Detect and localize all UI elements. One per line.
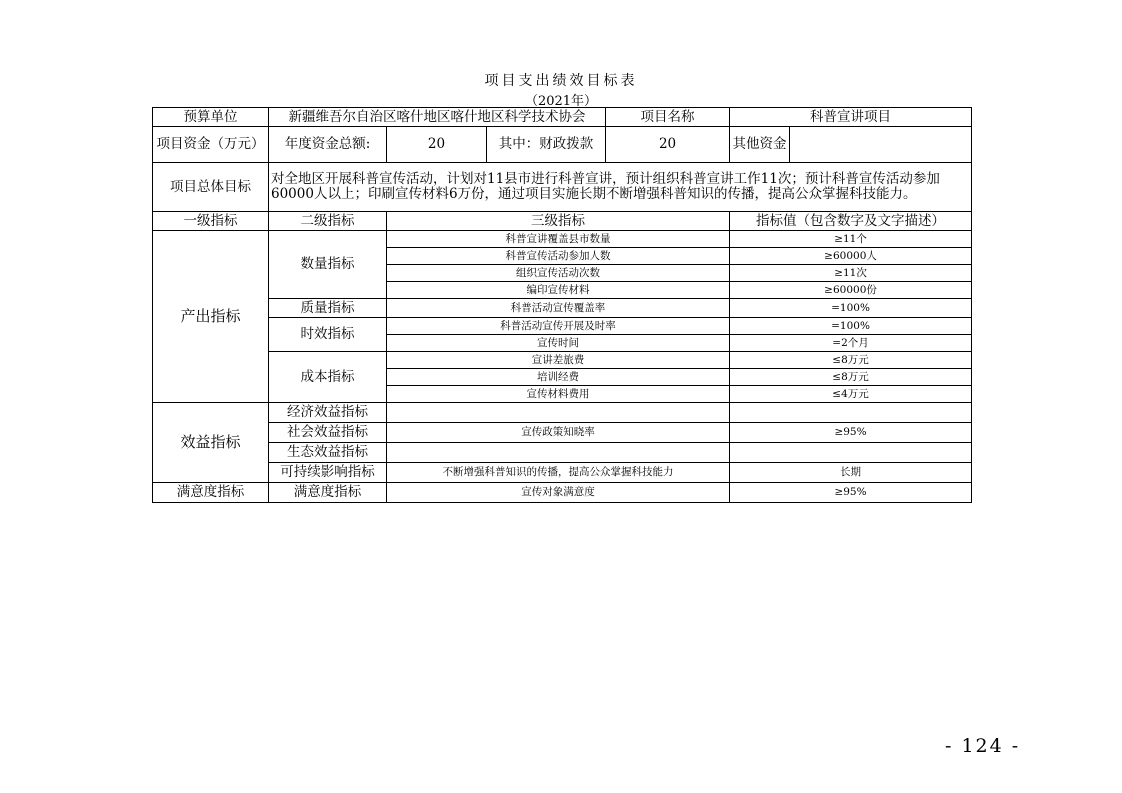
performance-goal-table [152, 107, 972, 503]
project-funds-label: 项目资金（万元） [153, 127, 269, 163]
indicator-value: ≥60000人 [730, 248, 972, 265]
satisfaction-level2-label: 满意度指标 [269, 483, 387, 503]
funds-row [153, 127, 972, 163]
annual-total-value: 20 [387, 127, 487, 163]
indicator-name [387, 443, 730, 463]
indicator-value: 长期 [730, 463, 972, 483]
indicator-value: ≤4万元 [730, 386, 972, 403]
indicator-name: 不断增强科普知识的传播，提高公众掌握科技能力 [387, 463, 730, 483]
indicator-value: ≥95% [730, 483, 972, 503]
indicator-name: 组织宣传活动次数 [387, 265, 730, 282]
quality-indicator-label: 质量指标 [269, 299, 387, 318]
fiscal-funds-value: 20 [606, 127, 730, 163]
indicator-name: 培训经费 [387, 369, 730, 386]
economic-benefit-label: 经济效益指标 [269, 403, 387, 423]
indicator-value: ≥95% [730, 423, 972, 443]
indicator-value [730, 403, 972, 423]
satisfaction-indicator-label: 满意度指标 [153, 483, 269, 503]
table-row [153, 318, 972, 335]
indicator-value: =100% [730, 318, 972, 335]
indicator-value: =2个月 [730, 335, 972, 352]
table-row [153, 423, 972, 443]
indicator-name: 编印宣传材料 [387, 282, 730, 299]
other-funds-label: 其他资金 [730, 127, 790, 163]
fiscal-funds-label: 其中：财政拨款 [487, 127, 606, 163]
budget-unit-value: 新疆维吾尔自治区喀什地区喀什地区科学技术协会 [269, 108, 606, 127]
budget-unit-row [153, 108, 972, 127]
table-row [153, 403, 972, 423]
other-funds-value [790, 127, 972, 163]
budget-unit-label: 预算单位 [153, 108, 269, 127]
column-header-value: 指标值（包含数字及文字描述） [730, 212, 972, 231]
column-header-row [153, 212, 972, 231]
table-row [153, 299, 972, 318]
overall-goal-label: 项目总体目标 [153, 163, 269, 212]
timeliness-indicator-label: 时效指标 [269, 318, 387, 352]
cost-indicator-label: 成本指标 [269, 352, 387, 403]
table-row [153, 231, 972, 248]
sustainable-impact-label: 可持续影响指标 [269, 463, 387, 483]
table-row [153, 463, 972, 483]
benefit-indicator-label: 效益指标 [153, 403, 269, 483]
indicator-name: 科普宣讲覆盖县市数量 [387, 231, 730, 248]
page-number: - 124 - [945, 735, 1021, 757]
indicator-name: 宣传材料费用 [387, 386, 730, 403]
social-benefit-label: 社会效益指标 [269, 423, 387, 443]
project-name-value: 科普宣讲项目 [730, 108, 972, 127]
column-header-level3: 三级指标 [387, 212, 730, 231]
quantity-indicator-label: 数量指标 [269, 231, 387, 299]
indicator-value [730, 443, 972, 463]
indicator-value: ≤8万元 [730, 352, 972, 369]
indicator-name: 科普活动宣传覆盖率 [387, 299, 730, 318]
overall-goal-text: 对全地区开展科普宣传活动，计划对11县市进行科普宣讲，预计组织科普宣讲工作11次；预计科普宣传活动参加60000人以上；印刷宣传材料6万份，通过项目实施长期不断增强科普知识的传播，提高公众掌握科技能力。 [269, 163, 972, 212]
indicator-name: 宣传时间 [387, 335, 730, 352]
indicator-value: ≤8万元 [730, 369, 972, 386]
indicator-name: 宣讲差旅费 [387, 352, 730, 369]
table-row [153, 352, 972, 369]
indicator-name: 宣传对象满意度 [387, 483, 730, 503]
indicator-name: 科普宣传活动参加人数 [387, 248, 730, 265]
indicator-value: ≥11次 [730, 265, 972, 282]
table-row [153, 483, 972, 503]
indicator-name: 科普活动宣传开展及时率 [387, 318, 730, 335]
indicator-name [387, 403, 730, 423]
column-header-level1: 一级指标 [153, 212, 269, 231]
indicator-value: ≥11个 [730, 231, 972, 248]
table-row [153, 443, 972, 463]
project-name-label: 项目名称 [606, 108, 730, 127]
column-header-level2: 二级指标 [269, 212, 387, 231]
output-indicator-label: 产出指标 [153, 231, 269, 403]
annual-total-label: 年度资金总额: [269, 127, 387, 163]
ecological-benefit-label: 生态效益指标 [269, 443, 387, 463]
overall-goal-row [153, 163, 972, 212]
indicator-value: ≥60000份 [730, 282, 972, 299]
page-title: 项目支出绩效目标表 [484, 73, 638, 89]
indicator-value: =100% [730, 299, 972, 318]
indicator-name: 宣传政策知晓率 [387, 423, 730, 443]
year-subtitle: （2021年） [524, 94, 598, 109]
